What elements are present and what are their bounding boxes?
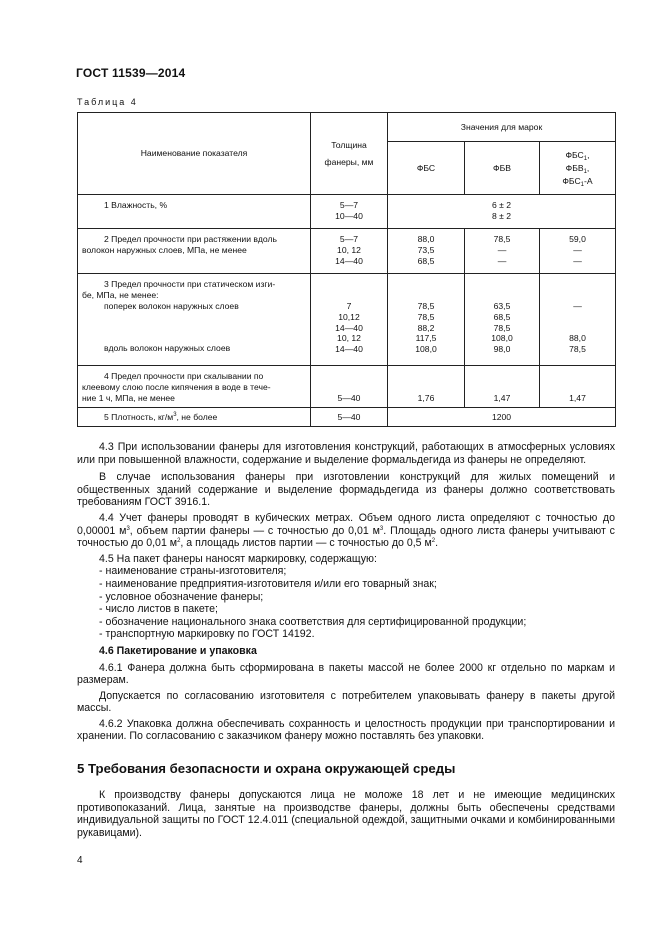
row1-value: 6 ± 2 8 ± 2 (388, 195, 616, 229)
row4-fbv: 1,47 (465, 366, 540, 408)
row2-fbv: 78,5 — — (465, 229, 540, 274)
row5-name: 5 Плотность, $кг/м^3$, не более (78, 408, 311, 427)
list-item: - наименование предприятия-изготовителя и/или его товарный знак; (99, 577, 437, 590)
row3-fbs1: — 88,0 78,5 (540, 274, 616, 366)
paragraph-4-3-b: В случае использования фанеры при изготовлении конструкций для жилых помещений и общественных зданий содержание и выделение формадьдегида из фанеры должно соответствовать требованиям ГОСТ 3916.1. (77, 471, 615, 509)
row2-name: 2 Предел прочности при растяжении вдоль волокон наружных слоев, МПа, не менее (78, 229, 311, 274)
paragraph-4-4: 4.4 Учет фанеры проводят в кубических метрах. Объем одного листа определяют с точностью до 0,00001 $м^3$, объем партии фанеры — с точностью до 0,01 $м^3$. Площадь одного листа фанеры учитывают с точностью до 0,01 $м^2$, а площадь листов партии — с точностью до 0,5 $м^2$. (77, 511, 615, 550)
row2-thickness: 5—7 10, 12 14—40 (311, 229, 388, 274)
row3-name: 3 Предел прочности при статическом изги- бе, МПа, не менее: поперек волокон наружных слоев вдоль волокон наружных слоев (78, 274, 311, 366)
row4-name: 4 Предел прочности при скалывании по клеевому слою после кипячения в воде в тече- ние 1 ч, МПа, не менее (78, 366, 311, 408)
row2-fbs1: 59,0 — — (540, 229, 616, 274)
list-item: - транспортную маркировку по ГОСТ 14192. (99, 628, 315, 641)
paragraph-4-5: 4.5 На пакет фанеры наносят маркировку, содержащую: (99, 552, 377, 565)
table-row (78, 195, 616, 229)
row2-fbs: 88,0 73,5 68,5 (388, 229, 465, 274)
row3-fbs: 78,5 78,5 88,2 117,5 108,0 (388, 274, 465, 366)
paragraph-4-6-1-b: Допускается по согласованию изготовителя с потребителем упаковывать фанеру в пакеты другой массы. (77, 689, 615, 715)
row4-fbs: 1,76 (388, 366, 465, 408)
properties-table (77, 112, 616, 427)
row5-value: 1200 (388, 408, 616, 427)
table-row (78, 274, 616, 366)
row1-thickness: 5—7 10—40 (311, 195, 388, 229)
header-fbs1: $ФБС_1$, $ФБВ_1$, $ФБС_1-А$ (540, 142, 616, 195)
row3-thickness: 7 10,12 14—40 10, 12 14—40 (311, 274, 388, 366)
header-fbs: ФБС (388, 142, 465, 195)
header-indicator-name: Наименование показателя (78, 113, 311, 195)
header-grade-values: Значения для марок (388, 113, 616, 142)
row5-thickness: 5—40 (311, 408, 388, 427)
header-thickness: Толщина фанеры, мм (311, 113, 388, 195)
table-row (78, 366, 616, 408)
list-item: - условное обозначение фанеры; (99, 590, 264, 603)
section-5-title: 5 Требования безопасности и охрана окружающей среды (77, 761, 456, 776)
row3-fbv: 63,5 68,5 78,5 108,0 98,0 (465, 274, 540, 366)
section-5-text (77, 789, 615, 839)
table-row (78, 408, 616, 427)
list-item: - обозначение национального знака соответствия для сертифицированной продукции; (99, 615, 527, 628)
document-header: ГОСТ 11539—2014 (76, 66, 186, 80)
subsection-4-6-title: 4.6 Пакетирование и упаковка (99, 644, 257, 657)
row4-thickness: 5—40 (311, 366, 388, 408)
body-text-block (77, 441, 615, 743)
paragraph-4-6-1: 4.6.1 Фанера должна быть сформирована в пакеты массой не более 2000 кг отдельно по маркам и размерам. (77, 661, 615, 687)
list-item: - число листов в пакете; (99, 603, 218, 616)
list-item: - наименование страны-изготовителя; (99, 565, 287, 578)
row4-fbs1: 1,47 (540, 366, 616, 408)
row1-name: 1 Влажность, % (78, 195, 311, 229)
page-number: 4 (77, 855, 83, 866)
table-row (78, 229, 616, 274)
paragraph-4-3: 4.3 При использовании фанеры для изготовления конструкций, работающих в атмосферных условиях или при повышенной влажности, содержание и выделение формальдегида из фанеры не определяют. (77, 441, 615, 466)
table-caption: Таблица 4 (77, 97, 138, 107)
paragraph-4-6-2: 4.6.2 Упаковка должна обеспечивать сохранность и целостность продукции при транспортировании и хранении. По согласованию с заказчиком фанеру можно поставлять без упаковки. (77, 717, 615, 743)
header-fbv: ФБВ (465, 142, 540, 195)
paragraph-5: К производству фанеры допускаются лица не моложе 18 лет и не имеющие медицинских противопоказаний. Лица, занятые на производстве фанеры, должны быть обеспечены средствами индивидуальной защиты по ГОСТ 12.4.011 (специальной одеждой, защитными очками и комбинированными рукавицами). (77, 789, 615, 839)
